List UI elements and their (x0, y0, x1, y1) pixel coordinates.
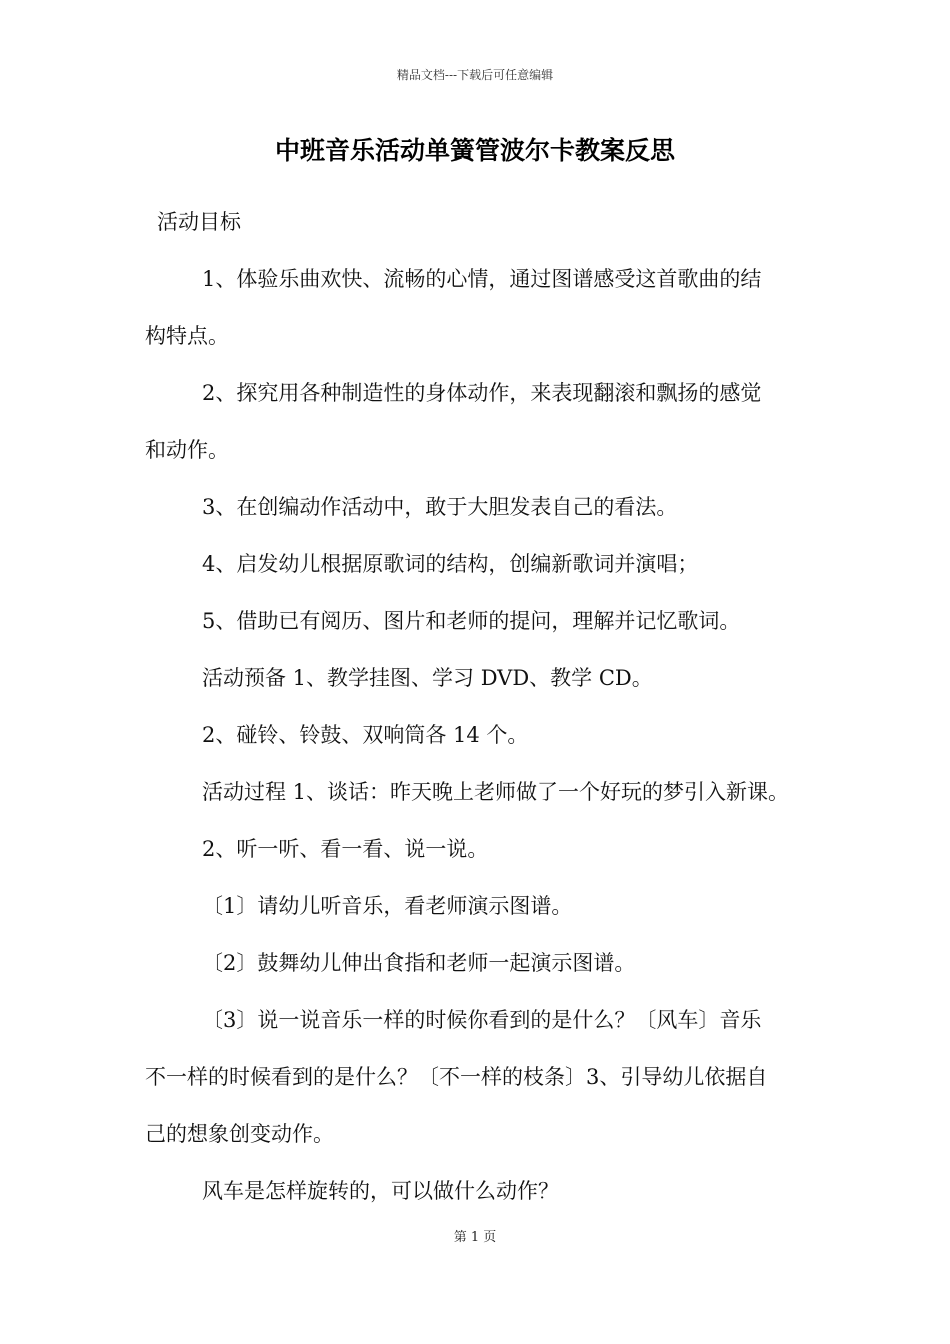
page-number: 第 1 页 (453, 1230, 497, 1245)
paragraph-line: 2、听一听、看一看、说一说。 (202, 837, 489, 861)
paragraph-line: 2、碰铃、铃鼓、双响筒各 14 个。 (202, 723, 529, 747)
paragraph-line: 2、探究用各种制造性的身体动作，来表现翻滚和飘扬的感觉 (202, 381, 762, 405)
section-heading-goals: 活动目标 (157, 210, 241, 234)
paragraph-line: 和动作。 (145, 438, 229, 462)
paragraph-line: 〔3〕说一说音乐一样的时候你看到的是什么？〔风车〕音乐 (202, 1008, 762, 1032)
document-title: 中班音乐活动单簧管波尔卡教案反思 (274, 136, 675, 165)
paragraph-line: 〔1〕请幼儿听音乐，看老师演示图谱。 (202, 894, 573, 918)
paragraph-line: 3、在创编动作活动中，敢于大胆发表自己的看法。 (202, 495, 678, 519)
paragraph-line: 不一样的时候看到的是什么？〔不一样的枝条〕3、引导幼儿依据自 (145, 1065, 768, 1089)
paragraph-line: 〔2〕鼓舞幼儿伸出食指和老师一起演示图谱。 (202, 951, 636, 975)
paragraph-line: 活动预备 1、教学挂图、学习 DVD、教学 CD。 (202, 666, 653, 690)
paragraph-line: 1、体验乐曲欢快、流畅的心情，通过图谱感受这首歌曲的结 (202, 267, 762, 291)
paragraph-line: 4、启发幼儿根据原歌词的结构，创编新歌词并演唱； (202, 552, 699, 576)
paragraph-line: 5、借助已有阅历、图片和老师的提问，理解并记忆歌词。 (202, 609, 741, 633)
paragraph-line: 风车是怎样旋转的，可以做什么动作？ (202, 1179, 559, 1203)
paragraph-line: 活动过程 1、谈话：昨天晚上老师做了一个好玩的梦引入新课。 (202, 780, 790, 804)
paragraph-line: 己的想象创变动作。 (145, 1122, 334, 1146)
header-note: 精品文档---下载后可任意编辑 (396, 68, 554, 82)
paragraph-line: 构特点。 (145, 324, 229, 348)
